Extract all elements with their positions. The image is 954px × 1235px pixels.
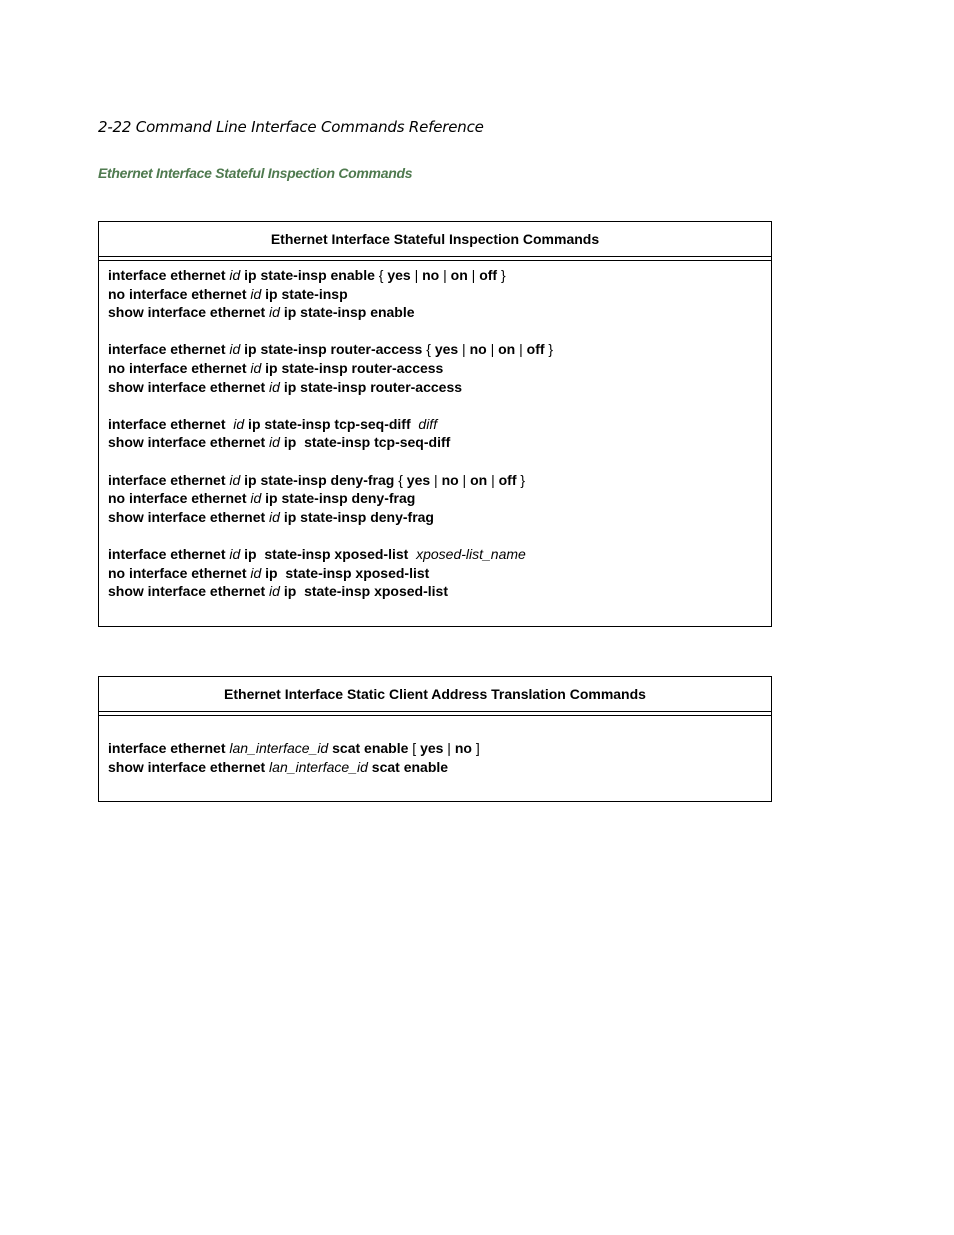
command-line xyxy=(108,545,762,564)
command-line xyxy=(108,582,762,601)
command-keyword: ip state-insp enable xyxy=(279,304,415,321)
command-group xyxy=(108,340,762,396)
command-keyword: no xyxy=(454,740,472,756)
command-keyword: show interface ethernet xyxy=(108,758,270,775)
command-keyword: no xyxy=(441,471,459,488)
command-keyword: show interface ethernet xyxy=(108,434,270,451)
command-syntax: | xyxy=(487,471,499,488)
command-keyword: ip state-insp deny-frag xyxy=(240,471,399,488)
command-syntax: } xyxy=(516,471,526,488)
command-syntax: | xyxy=(486,341,499,358)
command-keyword: yes xyxy=(406,471,431,488)
command-line xyxy=(108,266,762,285)
command-keyword: ip state-insp tcp-seq-diff xyxy=(244,415,419,432)
command-parameter: id xyxy=(269,583,280,600)
command-syntax: | xyxy=(515,341,527,358)
command-keyword: interface ethernet xyxy=(108,341,230,358)
command-parameter: diff xyxy=(418,415,438,432)
command-group xyxy=(108,415,762,452)
command-syntax: } xyxy=(544,341,554,358)
command-keyword: interface ethernet xyxy=(108,545,230,562)
command-keyword: ip state-insp xyxy=(261,285,348,302)
command-syntax: | xyxy=(430,471,442,488)
command-keyword: no interface ethernet xyxy=(108,564,251,581)
command-syntax: { xyxy=(378,267,388,283)
section-title: Ethernet Interface Stateful Inspection Commands xyxy=(98,165,413,181)
command-line xyxy=(108,508,762,527)
command-keyword: yes xyxy=(434,341,459,358)
command-line xyxy=(108,340,762,359)
command-keyword: ip state-insp xposed-list xyxy=(240,545,417,562)
command-parameter: xposed-list_name xyxy=(416,545,526,562)
command-group xyxy=(108,739,762,776)
command-line xyxy=(108,285,762,304)
command-line xyxy=(108,303,762,322)
command-keyword: no interface ethernet xyxy=(108,285,251,302)
command-line xyxy=(108,415,762,434)
command-syntax: { xyxy=(426,341,435,358)
command-keyword: no xyxy=(469,341,487,358)
command-line xyxy=(108,739,762,758)
command-keyword: on xyxy=(450,267,468,283)
command-line xyxy=(108,758,762,777)
command-parameter: id xyxy=(229,471,241,488)
command-syntax: | xyxy=(443,740,455,756)
command-keyword: interface ethernet xyxy=(108,740,230,756)
command-syntax: | xyxy=(439,267,451,283)
command-keyword: interface ethernet xyxy=(108,415,234,432)
command-keyword: show interface ethernet xyxy=(108,508,270,525)
command-parameter: id xyxy=(250,285,262,302)
command-keyword: yes xyxy=(387,267,411,283)
command-keyword: yes xyxy=(420,740,444,756)
command-keyword: no xyxy=(422,267,440,283)
command-group xyxy=(108,471,762,527)
table-body xyxy=(99,716,771,776)
command-keyword: ip state-insp router-access xyxy=(240,341,427,358)
command-parameter: lan_interface_id xyxy=(269,758,368,775)
command-keyword: ip state-insp router-access xyxy=(261,359,444,376)
command-keyword: show interface ethernet xyxy=(108,583,270,600)
command-keyword: show interface ethernet xyxy=(108,378,270,395)
command-line xyxy=(108,489,762,508)
command-keyword: ip state-insp deny-frag xyxy=(261,490,416,507)
command-keyword: off xyxy=(479,267,498,283)
command-keyword: scat enable xyxy=(367,758,449,775)
command-parameter: id xyxy=(250,359,262,376)
command-keyword: interface ethernet xyxy=(108,267,230,283)
command-parameter: id xyxy=(269,508,280,525)
command-keyword: off xyxy=(526,341,545,358)
command-parameter: id xyxy=(269,434,280,451)
command-parameter: id xyxy=(269,304,280,321)
command-keyword: interface ethernet xyxy=(108,471,230,488)
command-parameter: id xyxy=(229,341,241,358)
command-line xyxy=(108,433,762,452)
command-keyword: off xyxy=(498,471,517,488)
page-header: 2-22 Command Line Interface Commands Reference xyxy=(98,118,484,136)
command-line xyxy=(108,471,762,490)
command-line xyxy=(108,378,762,397)
command-keyword: no interface ethernet xyxy=(108,359,251,376)
command-keyword: scat enable xyxy=(328,740,413,756)
command-keyword: ip state-insp enable xyxy=(240,267,379,283)
command-keyword: on xyxy=(498,341,516,358)
table-title: Ethernet Interface Static Client Address Translation Commands xyxy=(99,677,771,712)
command-parameter: id xyxy=(269,378,280,395)
table-body xyxy=(99,261,771,601)
command-line xyxy=(108,359,762,378)
command-parameter: id xyxy=(229,267,241,283)
static-client-address-translation-table xyxy=(98,676,772,802)
command-syntax: { xyxy=(398,471,407,488)
command-parameter: id xyxy=(250,564,262,581)
command-line xyxy=(108,564,762,583)
command-keyword: ip state-insp deny-frag xyxy=(279,508,434,525)
command-keyword: on xyxy=(470,471,488,488)
command-syntax: [ xyxy=(412,740,421,756)
command-parameter: id xyxy=(250,490,262,507)
command-parameter: lan_interface_id xyxy=(229,740,329,756)
command-syntax: | xyxy=(467,267,480,283)
command-group xyxy=(108,266,762,322)
table-title: Ethernet Interface Stateful Inspection Commands xyxy=(99,222,771,257)
command-keyword: ip state-insp xposed-list xyxy=(279,583,448,600)
command-parameter: id xyxy=(233,415,245,432)
command-keyword: ip state-insp router-access xyxy=(279,378,463,395)
command-syntax: | xyxy=(458,341,470,358)
command-syntax: } xyxy=(497,267,506,283)
command-syntax: ] xyxy=(471,740,480,756)
command-keyword: ip state-insp xposed-list xyxy=(261,564,430,581)
command-keyword: no interface ethernet xyxy=(108,490,251,507)
command-group xyxy=(108,545,762,601)
command-syntax: | xyxy=(458,471,471,488)
stateful-inspection-commands-table xyxy=(98,221,772,627)
command-keyword: show interface ethernet xyxy=(108,304,270,321)
command-parameter: id xyxy=(229,545,241,562)
command-syntax: | xyxy=(410,267,423,283)
command-keyword: ip state-insp tcp-seq-diff xyxy=(279,434,451,451)
